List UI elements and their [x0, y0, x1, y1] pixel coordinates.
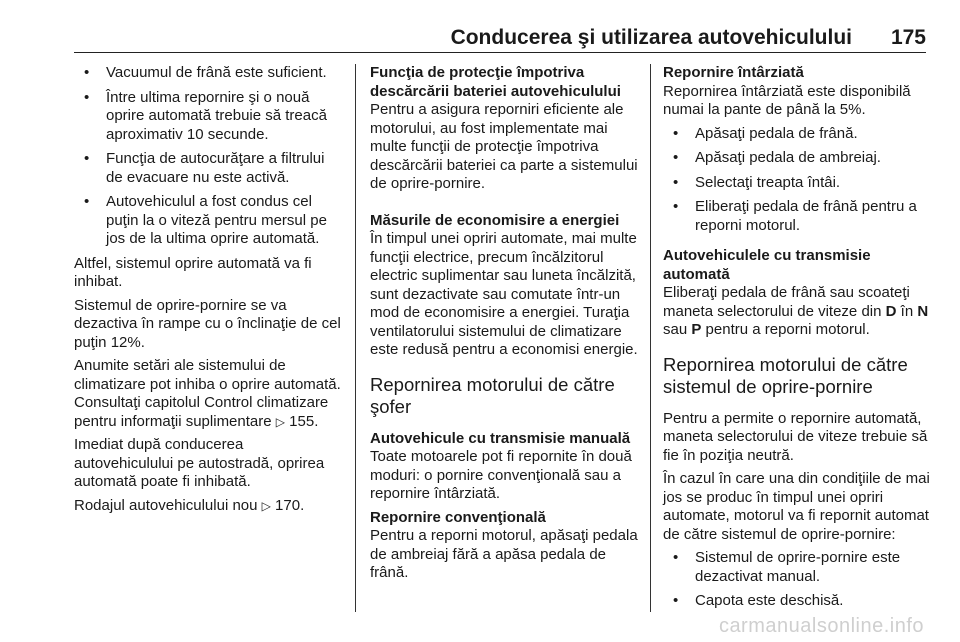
list-item: • Sistemul de oprire-pornire este dezactivat manual.	[663, 549, 931, 586]
list-item: • Selectaţi treapta întâi.	[663, 174, 931, 193]
paragraph: În cazul în care una din condiţiile de mai jos se produc în timpul unei opriri automate, motorul va fi repornit automat de către sistemul de oprire-pornire:	[663, 470, 930, 543]
column-1	[74, 64, 344, 520]
column-2	[370, 64, 638, 588]
paragraph	[74, 497, 344, 516]
header-divider	[74, 52, 926, 53]
paragraph: Sistemul de oprire-pornire se va dezactiva în rampe cu o înclinaţie de cel puţin 12%.	[74, 296, 341, 351]
page-number: 175	[890, 26, 926, 49]
paragraph-text: în	[900, 302, 914, 320]
list-item: • Capota este deschisă.	[663, 592, 931, 611]
column-divider	[355, 64, 356, 612]
paragraph-text: pentru a reporni motorul.	[705, 321, 870, 338]
subheading: Repornire convenţională	[370, 508, 546, 526]
page-reference-link[interactable]: 170.	[275, 496, 305, 514]
page-reference-link[interactable]: 155.	[289, 412, 319, 430]
list-item: • Apăsaţi pedala de ambreiaj.	[663, 149, 931, 168]
paragraph: Pentru a permite o repornire automată, maneta selectorului de viteze trebuie să fie în poziţia neutră.	[663, 409, 928, 464]
page-reference-icon: ▷	[275, 414, 285, 429]
list-item: • Vacuumul de frână este suficient.	[74, 64, 344, 83]
list-item: • Funcţia de autocurăţare a filtrului de evacuare nu este activă.	[74, 150, 344, 187]
section-heading: Repornirea motorului de către şofer	[370, 373, 615, 417]
subheading: Autovehicule cu transmisie manuală	[370, 429, 631, 447]
paragraph-text: Rodajul autovehiculului nou	[74, 496, 258, 514]
gear-position-label: D	[885, 302, 897, 320]
conditions-list	[74, 64, 344, 249]
restart-conditions-list	[663, 549, 931, 611]
watermark: carmanualsonline.info	[718, 615, 924, 637]
section-heading: Repornirea motorului de către sistemul de oprire-pornire	[663, 353, 908, 397]
page-title: Conducerea şi utilizarea autovehiculului	[450, 26, 852, 49]
column-3	[663, 64, 931, 617]
paragraph-text: Eliberaţi pedala de frână sau scoateţi maneta selectorului de viteze din	[663, 284, 910, 320]
steps-list	[663, 125, 931, 236]
paragraph: Altfel, sistemul oprire automată va fi inhibat.	[74, 254, 312, 290]
gear-position-label: N	[917, 302, 929, 320]
paragraph: Pentru a reporni motorul, apăsaţi pedala de ambreiaj fără a apăsa pedala de frână.	[370, 527, 638, 581]
page-reference-icon: ▷	[261, 498, 271, 513]
paragraph: Repornirea întârziată este disponibilă numai la pante de până la 5%.	[663, 82, 911, 118]
paragraph: Pentru a asigura reporniri eficiente ale motorului, au fost implementate mai multe funcţii de protecţie împotriva descărcării bateriei ca parte a sistemului de oprire-pornire.	[370, 101, 638, 192]
column-divider	[650, 64, 651, 612]
paragraph	[74, 357, 344, 431]
paragraph: Imediat după conducerea autovehiculului pe autostradă, oprirea automată poate fi inhibată.	[74, 436, 325, 490]
list-item: • Autovehiculul a fost condus cel puţin la o viteză pentru mersul pe jos de la ultima oprire automată.	[74, 193, 344, 249]
list-item: • Eliberaţi pedala de frână pentru a reporni motorul.	[663, 198, 931, 235]
paragraph	[663, 284, 931, 340]
list-item: • Între ultima repornire şi o nouă oprire automată trebuie să treacă aproximativ 10 secunde.	[74, 89, 344, 145]
subheading: Funcţia de protecţie împotriva descărcării bateriei autovehiculului	[370, 64, 621, 100]
list-item: • Apăsaţi pedala de frână.	[663, 125, 931, 144]
paragraph-text: sau	[663, 321, 688, 338]
subheading: Repornire întârziată	[663, 64, 804, 81]
subheading: Măsurile de economisire a energiei	[370, 211, 620, 229]
subheading: Autovehiculele cu transmisie automată	[663, 247, 871, 283]
paragraph: Toate motoarele pot fi repornite în două moduri: o pornire convenţională sau a repornire întârziată.	[370, 448, 632, 502]
gear-position-label: P	[691, 321, 702, 338]
paragraph: În timpul unei opriri automate, mai multe funcţii electrice, precum încălzitorul electric suplimentar sau luneta încălzită, sunt dezactivate sau comutate într-un mod de economisire a energiei. Turaţia ventilatorului sistemului de climatizare este redusă pentru a economisi energie.	[370, 230, 638, 358]
paragraph-text: Anumite setări ale sistemului de climatizare pot inhiba o oprire automată. Consultaţi capitolul Control climatizare pentru informaţii suplimentare	[74, 357, 341, 430]
page-header	[0, 0, 960, 52]
